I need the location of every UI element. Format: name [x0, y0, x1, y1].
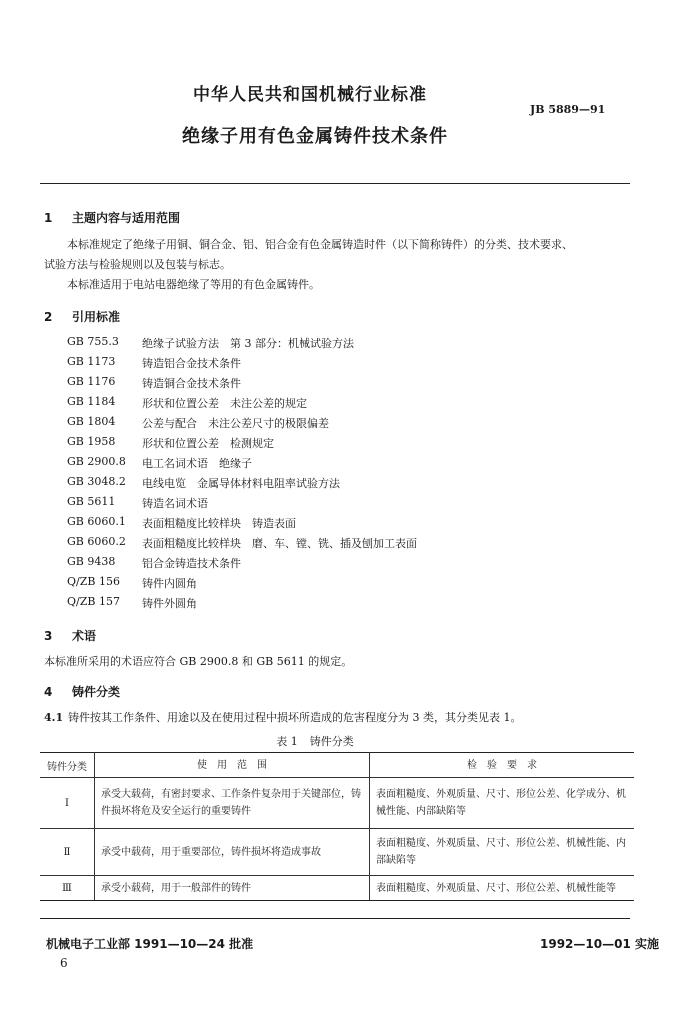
scope-cell: 承受小载荷，用于一般部件的铸件: [95, 876, 370, 901]
ref-title: 铸件外圆角: [142, 597, 197, 610]
ref-code: GB 6060.1: [67, 515, 126, 528]
ref-code: GB 1176: [67, 375, 116, 388]
ref-code: Q/ZB 157: [67, 595, 120, 608]
table-caption: [0, 733, 630, 749]
column-header: 检 验 要 求: [370, 753, 635, 778]
column-header: 铸件分类: [40, 753, 95, 778]
scope-cell: 承受大载荷，有密封要求、工作条件复杂用于关键部位，铸件损坏将危及安全运行的重要铸件: [95, 778, 370, 829]
ref-code: GB 2900.8: [67, 455, 126, 468]
ref-title: 铸造铜合金技术条件: [142, 377, 241, 390]
ref-title: 电线电览 金属导体材料电阻率试验方法: [142, 477, 340, 490]
approval-date: 机械电子工业部 1991—10—24 批准: [46, 937, 254, 951]
ref-code: Q/ZB 156: [67, 575, 120, 588]
table-title: 铸件分类: [309, 735, 354, 748]
ref-code: GB 1958: [67, 435, 116, 448]
inspection-cell: 表面粗糙度、外观质量、尺寸、形位公差、化学成分、机械性能、内部缺陷等: [370, 778, 635, 829]
ref-title: 表面粗糙度比较样块 磨、车、镗、铣、插及刨加工表面: [142, 537, 417, 550]
ref-code: GB 1173: [67, 355, 116, 368]
section-number: 2: [44, 310, 53, 324]
ref-code: GB 3048.2: [67, 475, 126, 488]
clause-number: 4.1: [44, 711, 64, 724]
s1-paragraph-2: 本标准适用于电站电器绝缘了等用的有色金属铸件。: [67, 278, 320, 291]
implementation-date: 1992—10—01 实施: [540, 937, 659, 951]
section-3-heading: [44, 627, 96, 644]
ref-title: 铸造名词术语: [142, 497, 208, 510]
ref-code: GB 6060.2: [67, 535, 126, 548]
standard-number: JB 5889—91: [530, 103, 606, 116]
s3-paragraph: 本标准所采用的术语应符合 GB 2900.8 和 GB 5611 的规定。: [44, 655, 353, 668]
issuing-body-title: 中华人民共和国机械行业标准: [193, 85, 427, 105]
footer-divider: [40, 918, 630, 919]
ref-code: GB 5611: [67, 495, 116, 508]
section-title: 术语: [72, 629, 97, 643]
s1-paragraph-1-line-2: 试验方法与检验规则以及包装与标志。: [44, 258, 231, 271]
class-cell: Ⅲ: [40, 876, 95, 901]
ref-code: GB 755.3: [67, 335, 119, 348]
section-number: 1: [44, 211, 53, 225]
ref-title: 绝缘子试验方法 第 3 部分：机械试验方法: [142, 337, 354, 350]
table-number: 表 1: [276, 735, 298, 748]
section-title: 铸件分类: [72, 685, 121, 699]
ref-title: 公差与配合 未注公差尺寸的极限偏差: [142, 417, 329, 430]
class-cell: Ⅱ: [40, 829, 95, 876]
section-number: 4: [44, 685, 53, 699]
clause-text: 铸件按其工作条件、用途以及在使用过程中损坏所造成的危害程度分为 3 类，其分类见表 1。: [68, 711, 522, 724]
section-4-heading: [44, 683, 120, 700]
ref-title: 铸造铝合金技术条件: [142, 357, 241, 370]
ref-title: 形状和位置公差 未注公差的规定: [142, 397, 307, 410]
table-row: [40, 876, 634, 901]
section-title: 主题内容与适用范围: [72, 211, 181, 225]
section-title: 引用标准: [72, 310, 121, 324]
section-number: 3: [44, 629, 53, 643]
scope-cell: 承受中载荷，用于重要部位，铸件损坏将造成事故: [95, 829, 370, 876]
document-title: 绝缘子用有色金属铸件技术条件: [182, 126, 448, 147]
section-1-heading: [44, 209, 180, 226]
class-cell: Ⅰ: [40, 778, 95, 829]
column-header: 使 用 范 围: [95, 753, 370, 778]
ref-title: 电工名词术语 绝缘子: [142, 457, 252, 470]
table-row: [40, 778, 634, 829]
header-divider: [40, 183, 630, 184]
clause-4-1: [44, 708, 521, 727]
ref-title: 形状和位置公差 检测规定: [142, 437, 274, 450]
s1-paragraph-1-line-1: 本标准规定了绝缘子用铜、铜合金、铝、铝合金有色金属铸造时件（以下简称铸件）的分类、技术要求、: [67, 238, 573, 251]
ref-code: GB 1184: [67, 395, 116, 408]
casting-classification-table: [40, 752, 634, 901]
inspection-cell: 表面粗糙度、外观质量、尺寸、形位公差、机械性能等: [370, 876, 635, 901]
table-header-row: [40, 753, 634, 778]
section-2-heading: [44, 308, 120, 325]
ref-code: GB 1804: [67, 415, 116, 428]
inspection-cell: 表面粗糙度、外观质量、尺寸、形位公差、机械性能、内部缺陷等: [370, 829, 635, 876]
table-row: [40, 829, 634, 876]
ref-title: 表面粗糙度比较样块 铸造表面: [142, 517, 296, 530]
ref-code: GB 9438: [67, 555, 116, 568]
ref-title: 铝合金铸造技术条件: [142, 557, 241, 570]
page-number: 6: [60, 956, 68, 970]
ref-title: 铸件内圆角: [142, 577, 197, 590]
